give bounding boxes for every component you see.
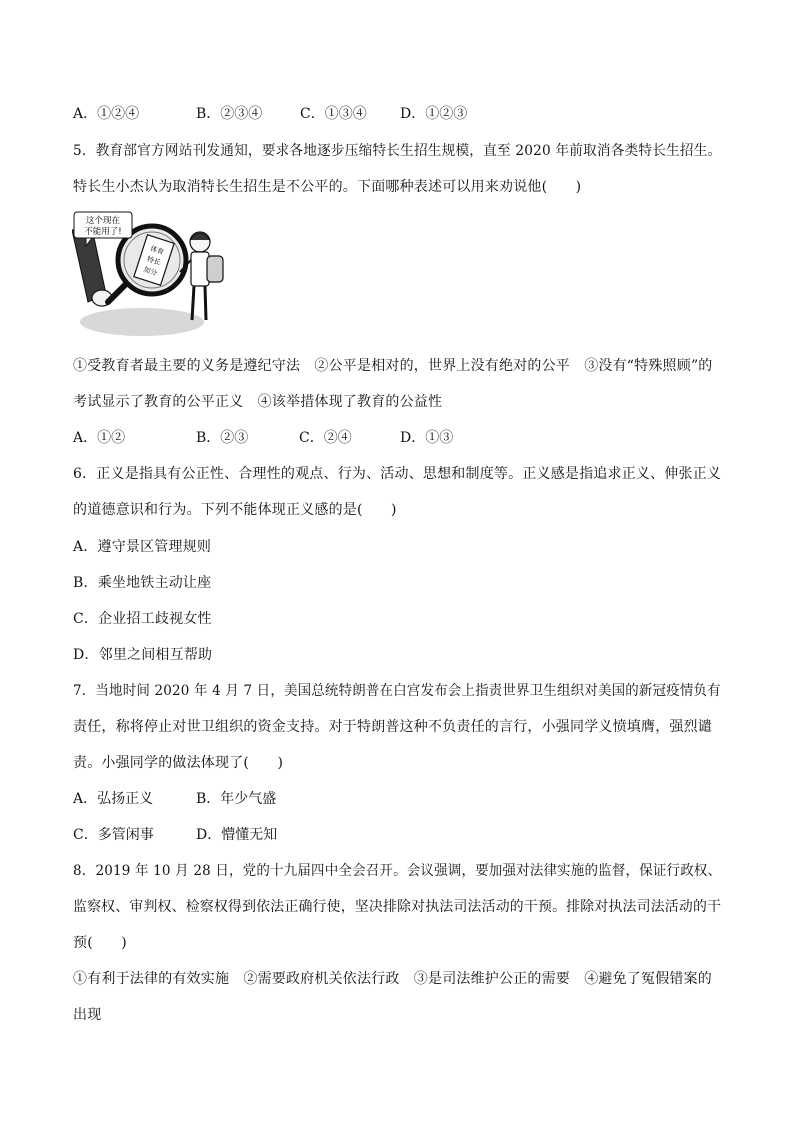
q6-option-a: A．遵守景区管理规则 xyxy=(73,539,212,555)
q8-statement-line2: 出现 xyxy=(73,1007,102,1023)
q6-stem-line2: 的道德意识和行为。下列不能体现正义感的是( ) xyxy=(73,502,397,518)
q4-option-b: B．②③④ xyxy=(196,106,263,122)
q7-option-d: D．懵懂无知 xyxy=(196,827,278,843)
backpack xyxy=(207,256,223,282)
q6-option-d: D．邻里之间相互帮助 xyxy=(73,647,213,663)
card-text-1: 体育 xyxy=(149,244,165,257)
q5-statement-line1: ①受教育者最主要的义务是遵纪守法 ②公平是相对的，世界上没有绝对的公平 ③没有“特殊照顾”的 xyxy=(73,358,713,374)
q8-statement-line1: ①有利于法律的有效实施 ②需要政府机关依法行政 ③是司法维护公正的需要 ④避免了冤假错案的 xyxy=(73,971,712,987)
q7-option-a: A．弘扬正义 xyxy=(73,791,154,807)
q4-option-d: D．①②③ xyxy=(400,106,468,122)
student-leg-right xyxy=(205,286,206,320)
q8-stem-line2: 监察权、审判权、检察权得到依法正确行使，坚决排除对执法司法活动的干预。排除对执法司法活动的干 xyxy=(73,899,722,915)
ground-shadow xyxy=(80,308,204,336)
magnifier-handle xyxy=(108,284,126,302)
cartoon-illustration xyxy=(72,210,230,340)
student-body xyxy=(191,252,209,286)
q5-stem-line1: 5．教育部官方网站刊发通知，要求各地逐步压缩特长生招生规模，直至 2020 年前取消各类特长生招生。 xyxy=(73,143,722,159)
bubble-line2: 不能用了! xyxy=(84,227,122,237)
q5-option-b: B．②③ xyxy=(196,430,249,446)
q7-option-b: B．年少气盛 xyxy=(196,791,277,807)
q8-stem-line1: 8．2019 年 10 月 28 日，党的十九届四中全会召开。会议强调，要加强对法律实施的监督，保证行政权、 xyxy=(73,863,722,879)
q5-stem-line2: 特长生小杰认为取消特长生招生是不公平的。下面哪种表述可以用来劝说他( ) xyxy=(73,179,582,195)
q5-option-c: C．②④ xyxy=(299,430,352,446)
q6-option-c: C．企业招工歧视女性 xyxy=(73,611,212,627)
q6-option-b: B．乘坐地铁主动让座 xyxy=(73,575,212,591)
q5-option-a: A．①② xyxy=(73,430,126,446)
q7-stem-line2: 责任，称将停止对世卫组织的资金支持。对于特朗普这种不负责任的言行，小强同学义愤填膺，强烈谴 xyxy=(73,719,712,735)
q4-option-c: C．①③④ xyxy=(300,106,367,122)
bubble-line1: 这个现在 xyxy=(85,216,121,226)
q7-option-c: C．多管闲事 xyxy=(73,827,154,843)
student-leg-left xyxy=(192,286,194,320)
q7-stem-line3: 责。小强同学的做法体现了( ) xyxy=(73,755,284,771)
card-text-2: 特长 xyxy=(145,254,162,267)
q5-statement-line2: 考试显示了教育的公平正义 ④该举措体现了教育的公益性 xyxy=(73,394,443,410)
q4-option-a: A．①②④ xyxy=(73,106,140,122)
q7-stem-line1: 7．当地时间 2020 年 4 月 7 日，美国总统特朗普在白宫发布会上指责世界卫生组织对美国的新冠疫情负有 xyxy=(73,683,721,699)
card-text-3: 加分 xyxy=(142,265,159,278)
q6-stem-line1: 6．正义是指具有公正性、合理性的观点、行为、活动、思想和制度等。正义感是指追求正义、伸张正义 xyxy=(73,466,722,482)
q5-option-d: D．①③ xyxy=(400,430,454,446)
q8-stem-line3: 预( ) xyxy=(73,935,127,951)
